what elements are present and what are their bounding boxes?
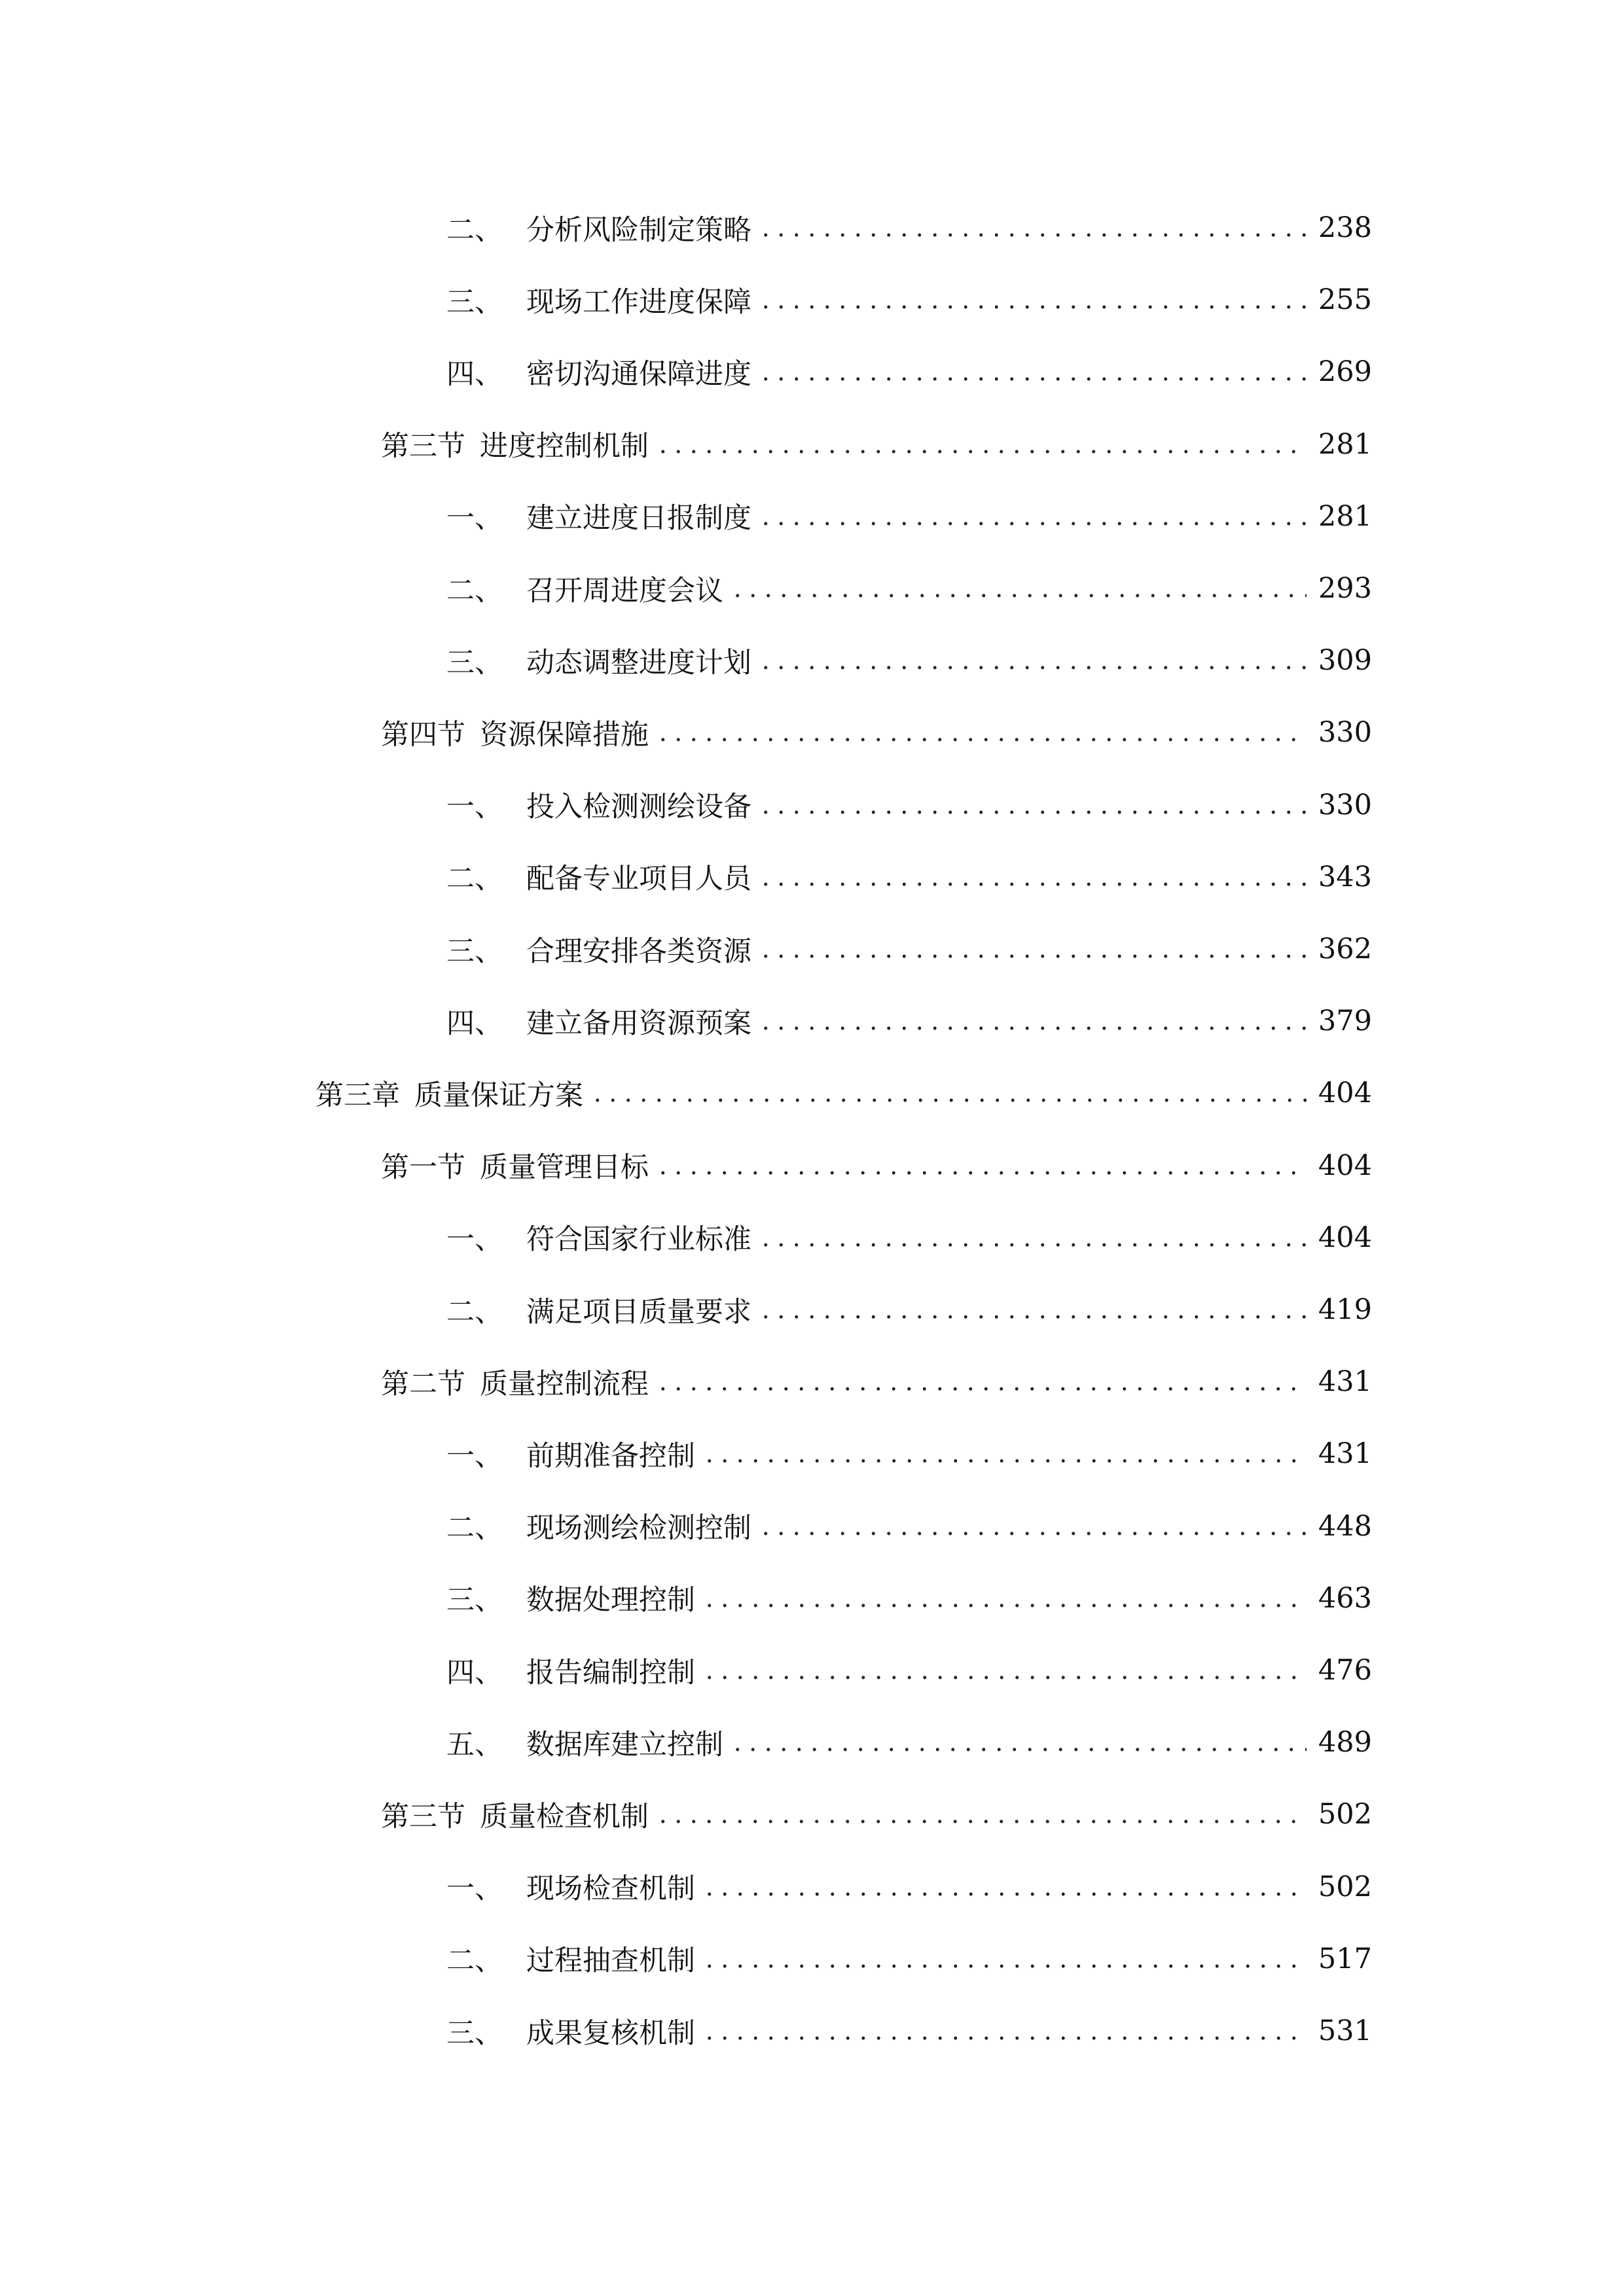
toc-entry[interactable] — [446, 781, 1372, 829]
toc-entry-title: 密切沟通保障进度 — [526, 357, 751, 391]
toc-entry-label — [446, 1217, 751, 1257]
toc-entry[interactable] — [446, 997, 1372, 1045]
toc-entry-label — [446, 1939, 695, 1979]
toc-entry-label — [446, 1651, 695, 1691]
toc-entry-title: 动态调整进度计划 — [526, 646, 751, 679]
toc-entry-label — [446, 641, 751, 681]
toc-entry[interactable] — [446, 348, 1372, 395]
toc-entry-title: 符合国家行业标准 — [526, 1223, 751, 1257]
toc-entry-title: 质量管理目标 — [480, 1151, 649, 1185]
toc-entry-prefix: 二、 — [446, 213, 503, 247]
toc-entry-page-number: 343 — [1318, 860, 1372, 893]
toc-entry[interactable] — [446, 493, 1372, 540]
toc-entry-title: 召开周进度会议 — [526, 574, 723, 607]
toc-entry-title: 资源保障措施 — [480, 718, 649, 751]
toc-entry-page-number: 517 — [1318, 1942, 1372, 1975]
toc-entry-page-number: 463 — [1318, 1581, 1372, 1615]
toc-entry-title: 现场测绘检测控制 — [526, 1512, 751, 1545]
toc-entry-prefix: 第一节 — [381, 1151, 465, 1185]
toc-leader-dots — [758, 954, 1307, 958]
toc-entry-label — [446, 1578, 695, 1618]
toc-entry-prefix: 三、 — [446, 646, 503, 679]
toc-leader-dots — [702, 1676, 1307, 1679]
toc-entry-prefix: 三、 — [446, 935, 503, 968]
toc-leader-dots — [758, 1315, 1307, 1319]
toc-leader-dots — [758, 1532, 1307, 1535]
toc-leader-dots — [655, 1171, 1307, 1175]
toc-entry-page-number: 362 — [1318, 933, 1372, 965]
toc-entry-prefix: 第二节 — [381, 1367, 465, 1401]
toc-entry-title: 报告编制控制 — [526, 1656, 695, 1689]
toc-entry-title: 成果复核机制 — [526, 2017, 695, 2050]
toc-entry-prefix: 一、 — [446, 1223, 503, 1257]
toc-leader-dots — [702, 1604, 1307, 1607]
toc-entry[interactable] — [446, 1430, 1372, 1477]
toc-entry-label — [446, 1506, 751, 1546]
toc-entry[interactable] — [446, 276, 1372, 323]
toc-entry-label — [446, 1434, 695, 1474]
toc-leader-dots — [730, 1748, 1307, 1751]
toc-entry-page-number: 281 — [1318, 427, 1372, 461]
toc-entry-prefix: 四、 — [446, 1656, 503, 1689]
toc-entry-page-number: 404 — [1318, 1149, 1372, 1182]
toc-entry-page-number: 309 — [1318, 644, 1372, 677]
toc-entry[interactable] — [381, 1358, 1372, 1405]
toc-entry-label — [446, 1867, 695, 1907]
toc-entry-page-number: 531 — [1318, 2015, 1372, 2047]
toc-leader-dots — [590, 1098, 1307, 1102]
toc-leader-dots — [655, 1387, 1307, 1391]
toc-entry-title: 质量保证方案 — [414, 1079, 583, 1112]
toc-entry-prefix: 五、 — [446, 1728, 503, 1761]
toc-entry-page-number: 431 — [1318, 1365, 1372, 1399]
toc-entry-label — [446, 857, 751, 897]
toc-entry-title: 现场检查机制 — [526, 1873, 695, 1906]
toc-leader-dots — [758, 377, 1307, 381]
toc-entry-label — [446, 929, 751, 969]
toc-entry-page-number: 448 — [1318, 1509, 1372, 1543]
toc-entry-label — [446, 280, 751, 320]
toc-entry[interactable] — [446, 2007, 1372, 2054]
toc-entry[interactable] — [381, 709, 1372, 756]
toc-leader-dots — [730, 594, 1307, 598]
toc-entry-title: 建立备用资源预案 — [526, 1007, 751, 1040]
toc-entry-page-number: 330 — [1318, 788, 1372, 821]
toc-entry-title: 满足项目质量要求 — [526, 1295, 751, 1329]
toc-entry-title: 进度控制机制 — [480, 430, 649, 463]
toc-leader-dots — [702, 1892, 1307, 1896]
toc-leader-dots — [758, 810, 1307, 814]
toc-entry-prefix: 第三节 — [381, 1800, 465, 1833]
toc-entry-label — [446, 1723, 723, 1763]
toc-entry-prefix: 二、 — [446, 1295, 503, 1329]
toc-entry-label — [446, 1290, 751, 1330]
toc-entry-page-number: 431 — [1318, 1437, 1372, 1471]
toc-entry-page-number: 293 — [1318, 572, 1372, 605]
toc-entry[interactable] — [446, 1503, 1372, 1550]
toc-entry-page-number: 281 — [1318, 499, 1372, 533]
toc-entry-page-number: 379 — [1318, 1005, 1372, 1038]
toc-entry-label — [381, 1145, 649, 1185]
toc-entry-page-number: 476 — [1318, 1654, 1372, 1687]
toc-leader-dots — [758, 666, 1307, 670]
toc-entry-prefix: 一、 — [446, 791, 503, 824]
toc-entry-label — [381, 713, 649, 753]
toc-entry-page-number: 269 — [1318, 355, 1372, 389]
toc-entry-title: 配备专业项目人员 — [526, 863, 751, 896]
toc-entry-label — [381, 424, 649, 464]
toc-entry[interactable] — [446, 1863, 1372, 1910]
toc-entry-prefix: 四、 — [446, 1007, 503, 1040]
toc-entry[interactable] — [446, 1935, 1372, 1982]
toc-entry-page-number: 419 — [1318, 1293, 1372, 1326]
toc-entry-title: 过程抽查机制 — [526, 1945, 695, 1978]
toc-entry-title: 质量控制流程 — [480, 1367, 649, 1401]
toc-entry[interactable] — [316, 1069, 1372, 1117]
toc-leader-dots — [758, 233, 1307, 237]
toc-entry-label — [381, 1795, 649, 1835]
toc-entry-prefix: 三、 — [446, 1584, 503, 1617]
toc-leader-dots — [702, 1459, 1307, 1463]
toc-entry-title: 前期准备控制 — [526, 1439, 695, 1473]
toc-entry-prefix: 一、 — [446, 502, 503, 535]
toc-entry[interactable] — [381, 1791, 1372, 1838]
toc-entry-prefix: 三、 — [446, 2017, 503, 2050]
toc-entry-page-number: 330 — [1318, 716, 1372, 749]
toc-entry-label — [446, 569, 723, 609]
toc-entry-label — [316, 1073, 583, 1113]
toc-leader-dots — [758, 1243, 1307, 1247]
toc-entry-title: 分析风险制定策略 — [526, 213, 751, 247]
toc-entry-label — [446, 352, 751, 392]
toc-entry-title: 合理安排各类资源 — [526, 935, 751, 968]
toc-entry[interactable] — [446, 204, 1372, 251]
toc-entry-title: 投入检测测绘设备 — [526, 791, 751, 824]
toc-leader-dots — [702, 1964, 1307, 1968]
toc-leader-dots — [655, 738, 1307, 742]
toc-leader-dots — [758, 1026, 1307, 1030]
toc-entry-page-number: 404 — [1318, 1221, 1372, 1254]
toc-entry-prefix: 三、 — [446, 285, 503, 319]
toc-entry-title: 数据库建立控制 — [526, 1728, 723, 1761]
toc-entry-title: 建立进度日报制度 — [526, 502, 751, 535]
toc-leader-dots — [655, 1820, 1307, 1823]
toc-entry[interactable] — [446, 1286, 1372, 1333]
toc-entry-page-number: 255 — [1318, 283, 1372, 317]
toc-entry-label — [446, 785, 751, 825]
toc-entry-label — [446, 2011, 695, 2051]
toc-entry[interactable] — [446, 925, 1372, 973]
toc-entry[interactable] — [446, 565, 1372, 612]
toc-entry[interactable] — [446, 637, 1372, 684]
toc-entry-page-number: 502 — [1318, 1870, 1372, 1903]
toc-entry-prefix: 第四节 — [381, 718, 465, 751]
toc-entry-prefix: 二、 — [446, 1512, 503, 1545]
toc-leader-dots — [758, 882, 1307, 886]
toc-entry[interactable] — [446, 1575, 1372, 1622]
toc-entry-title: 质量检查机制 — [480, 1800, 649, 1833]
toc-leader-dots — [655, 450, 1307, 454]
toc-entry[interactable] — [446, 853, 1372, 901]
toc-entry-prefix: 二、 — [446, 1945, 503, 1978]
toc-entry-title: 数据处理控制 — [526, 1584, 695, 1617]
toc-entry-prefix: 第三章 — [316, 1079, 400, 1112]
toc-entry-prefix: 二、 — [446, 574, 503, 607]
toc-leader-dots — [702, 2036, 1307, 2040]
toc-entry[interactable] — [446, 1647, 1372, 1694]
toc-entry-prefix: 一、 — [446, 1873, 503, 1906]
toc-entry-label — [446, 1001, 751, 1041]
toc-entry[interactable] — [381, 421, 1372, 468]
toc-entry[interactable] — [446, 1214, 1372, 1261]
toc-entry-label — [446, 208, 751, 248]
toc-entry[interactable] — [381, 1142, 1372, 1189]
toc-entry-prefix: 第三节 — [381, 430, 465, 463]
toc-entry-page-number: 404 — [1318, 1077, 1372, 1110]
toc-leader-dots — [758, 522, 1307, 526]
toc-entry-label — [381, 1362, 649, 1402]
toc-entry-prefix: 一、 — [446, 1439, 503, 1473]
toc-entry-prefix: 二、 — [446, 863, 503, 896]
toc-entry-label — [446, 496, 751, 536]
toc-entry-title: 现场工作进度保障 — [526, 285, 751, 319]
toc-entry-page-number: 238 — [1318, 211, 1372, 244]
toc-leader-dots — [758, 305, 1307, 309]
toc-entry[interactable] — [446, 1719, 1372, 1766]
toc-entry-page-number: 489 — [1318, 1726, 1372, 1759]
toc-entry-prefix: 四、 — [446, 357, 503, 391]
toc-entry-page-number: 502 — [1318, 1798, 1372, 1831]
